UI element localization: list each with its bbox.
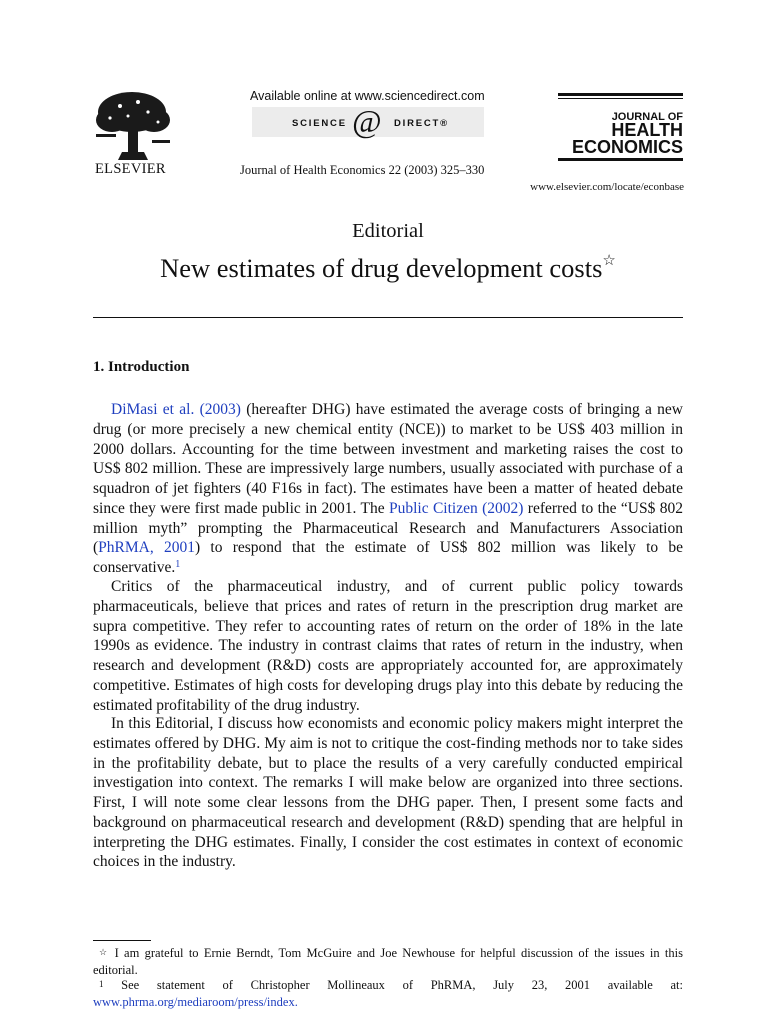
paragraph-1-text-c: ) to respond that the estimate of US$ 802 million was likely to be conservative. <box>93 539 684 576</box>
paragraph-3-text: In this Editorial, I discuss how economists and economic policy makers might interpret the estimates offered by DHG. My aim is not to critique the cost-finding methods nor to take sides in the profitability debate, but to place the results of a very carefully conducted empirical investigation into context. The remarks I will make below are organized into three sections. First, I will note some clear lessons from the DHG paper. Then, I present some facts and background on pharmaceutical research and development (R&D) spending that are helpful in interpreting the DHG estimates. Finally, I consider the cost estimates in context of economic choices in the industry. <box>93 715 683 871</box>
elsevier-tree-logo-icon <box>92 90 176 162</box>
citation-link-public-citizen[interactable]: Public Citizen (2002) <box>388 499 524 517</box>
footnote-star-icon: ☆ <box>99 947 110 957</box>
paragraph-2 <box>93 577 683 715</box>
paragraph-1-text-b: referred to the “US$ 802 million myth” prompting the Pharmaceutical Research and Manufacturers Association ( <box>93 499 683 557</box>
citation-link-phrma[interactable]: PhRMA, 2001 <box>98 539 195 557</box>
journal-logo-rule-top <box>558 93 683 96</box>
sciencedirect-logo-right: DIRECT® <box>394 118 449 129</box>
footnote-2-link[interactable]: www.phrma.org/mediaroom/press/index. <box>93 994 298 1009</box>
journal-logo-rule-bottom <box>558 158 683 161</box>
footnote-ref-1[interactable]: 1 <box>175 559 181 570</box>
publisher-name: ELSEVIER <box>95 161 166 177</box>
journal-citation: Journal of Health Economics 22 (2003) 325–330 <box>240 163 485 177</box>
footnote-2-mark: 1 <box>99 979 104 989</box>
journal-url[interactable]: www.elsevier.com/locate/econbase <box>530 181 684 193</box>
footnote-2 <box>93 977 683 1010</box>
article-title <box>0 253 768 284</box>
citation-link-dimasi[interactable]: DiMasi et al. (2003) <box>111 401 241 418</box>
footnote-1 <box>93 945 683 978</box>
article-title-text: New estimates of drug development costs <box>160 253 603 283</box>
paragraph-3 <box>93 714 683 872</box>
available-online-text: Available online at www.sciencedirect.com <box>250 89 485 103</box>
journal-logo-rule-top-thin <box>558 98 683 99</box>
sciencedirect-at-icon: @ <box>352 103 382 139</box>
sciencedirect-logo-left: SCIENCE <box>292 118 347 129</box>
section-label: Editorial <box>352 220 424 242</box>
footnote-1-text: I am grateful to Ernie Berndt, Tom McGuire and Joe Newhouse for helpful discussion of the issues in this editorial. <box>93 946 683 977</box>
footnote-divider <box>93 940 151 941</box>
paragraph-2-text: Critics of the pharmaceutical industry, and of current public policy towards pharmaceuticals, believe that prices and rates of return in the prescription drug market are supra competitive. They refer to accounting rates of return on the order of 18% in the late 1990s as evidence. The industry in contrast claims that rates of return in the industry, when research and development (R&D) costs are appropriately accounted for, are approximately competitive. Estimates of high costs for developing drugs play into this debate by reducing the estimated profitability of the drug industry. <box>93 578 683 714</box>
paragraph-1-text-a: (hereafter DHG) have estimated the average costs of bringing a new drug (or more precisely a new chemical entity (NCE)) to market to be US$ 403 million in 2000 dollars. Accounting for the time between investment and marketing raises the cost to US$ 802 million. These are impressively large numbers, usually associated with purchase of a squadron of jet fighters (40 F16s in fact). The estimates have been a matter of heated debate since they were first made public in 2001. The <box>93 401 683 517</box>
footnote-2-text: See statement of Christopher Mollineaux of PhRMA, July 23, 2001 available at: <box>103 978 683 992</box>
title-footnote-star-icon: ☆ <box>602 253 616 269</box>
section-heading: 1. Introduction <box>93 359 190 375</box>
journal-logo-line3: ECONOMICS <box>571 137 683 157</box>
journal-logo-line1: JOURNAL OF <box>611 111 683 123</box>
journal-logo-line2: HEALTH <box>611 120 683 140</box>
paragraph-1 <box>93 400 683 578</box>
title-divider <box>93 317 683 318</box>
